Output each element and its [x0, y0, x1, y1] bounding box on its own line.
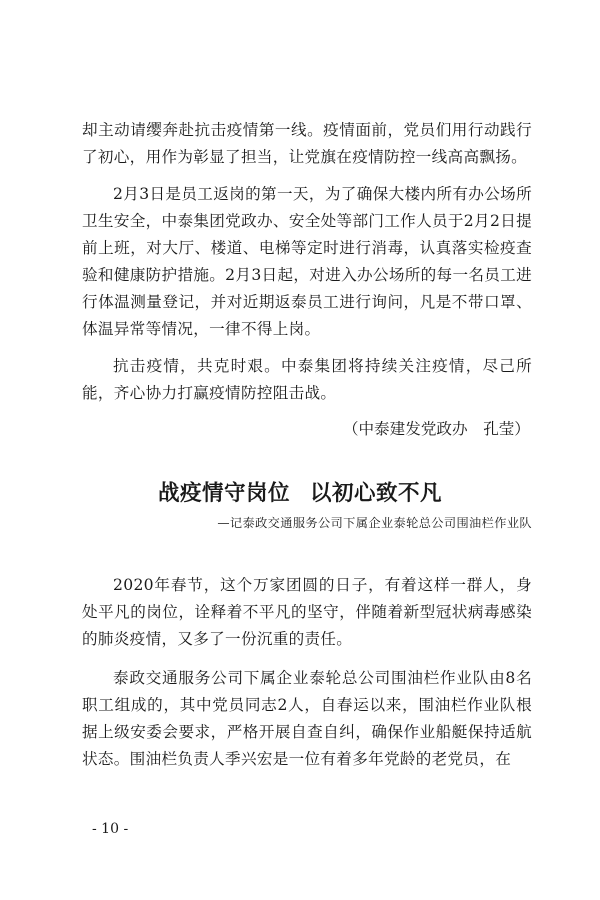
article-paragraph-team: 泰政交通服务公司下属企业泰轮总公司围油栏作业队由8名职工组成的，其中党员同志2人，自春运以来，围油栏作业队根据上级安委会要求，严格开展自查自纠，确保作业船艇保持适航状态。围油栏负责人季兴宏是一位有着多年党龄的老党员，在 [82, 669, 532, 768]
paragraph-closing: 抗击疫情，共克时艰。中泰集团将持续关注疫情，尽己所能，齐心协力打赢疫情防控阻击战。 [82, 357, 532, 402]
article-title [0, 476, 600, 507]
article-title-part2: 以初心致不凡 [310, 481, 443, 506]
page-number: - 10 - [92, 821, 129, 837]
paragraph-continuation: 却主动请缨奔赴抗击疫情第一线。疫情面前，党员们用行动践行了初心，用作为彰显了担当，让党旗在疫情防控一线高高飘扬。 [82, 121, 532, 166]
article-title-part1: 战疫情守岗位 [157, 481, 290, 506]
paragraph-staff-return: 2月3日是员工返岗的第一天，为了确保大楼内所有办公场所卫生安全，中泰集团党政办、安全处等部门工作人员于2月2日提前上班，对大厅、楼道、电梯等定时进行消毒，认真落实检疫查验和健康防护措施。2月3日起，对进入办公场所的每一名员工进行体温测量登记，并对近期返泰员工进行询问，凡是不带口罩、体温异常等情况，一律不得上岗。 [82, 185, 532, 338]
article-paragraph-intro: 2020年春节，这个万家团圆的日子，有着这样一群人，身处平凡的岗位，诠释着不平凡的坚守，伴随着新型冠状病毒感染的肺炎疫情，又多了一份沉重的责任。 [82, 576, 532, 648]
article-subtitle: —记泰政交通服务公司下属企业泰轮总公司围油栏作业队 [217, 516, 532, 530]
author-byline: （中泰建发党政办 孔莹） [342, 420, 530, 438]
